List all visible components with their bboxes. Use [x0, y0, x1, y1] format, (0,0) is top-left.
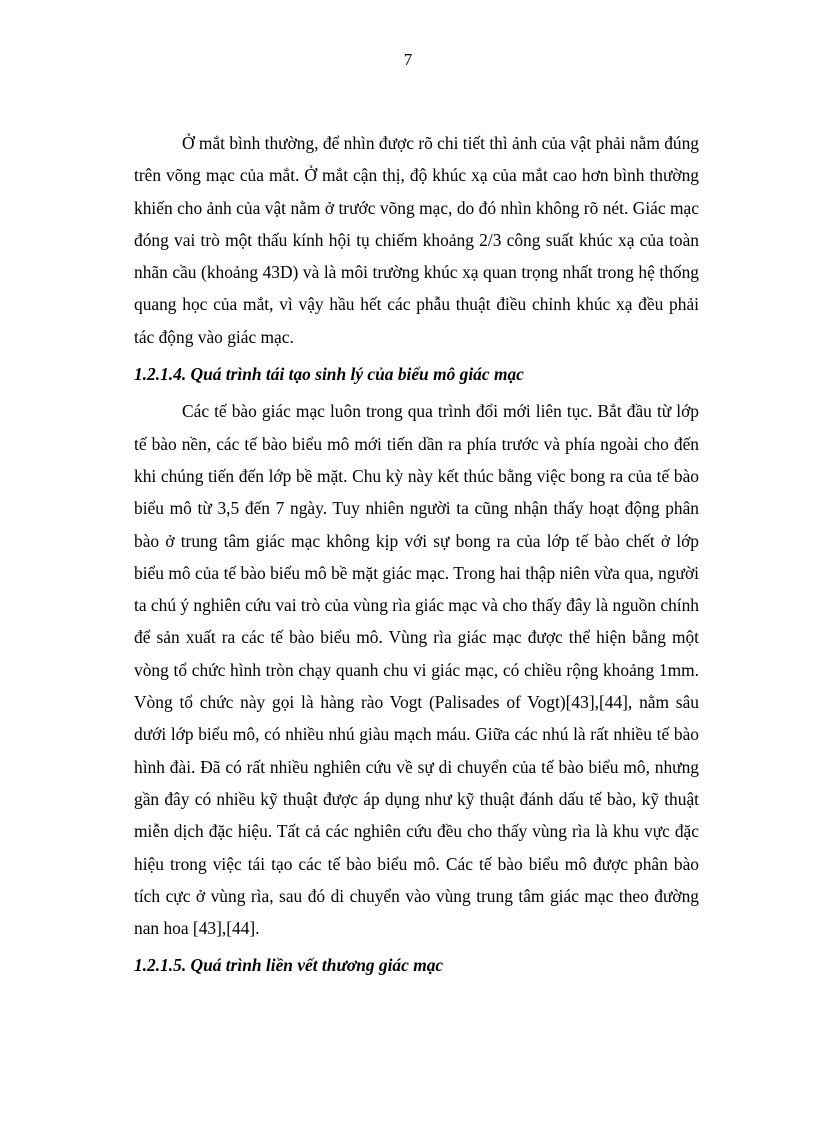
- section-heading-epithelium-regeneration: 1.2.1.4. Quá trình tái tạo sinh lý của biểu mô giác mạc: [134, 364, 524, 385]
- paragraph-refraction: Ở mắt bình thường, để nhìn được rõ chi tiết thì ảnh của vật phải nằm đúng trên võng mạc của mắt. Ở mắt cận thị, độ khúc xạ của mắt cao hơn bình thường khiến cho ảnh của vật nằm ở trước võng mạc, do đó nhìn không rõ nét. Giác mạc đóng vai trò một thấu kính hội tụ chiếm khoảng 2/3 công suất khúc xạ của toàn nhãn cầu (khoảng 43D) và là môi trường khúc xạ quan trọng nhất trong hệ thống quang học của mắt, vì vậy hầu hết các phẫu thuật điều chỉnh khúc xạ đều phải tác động vào giác mạc.: [134, 133, 699, 347]
- page-number: 7: [403, 50, 413, 69]
- paragraph-epithelium-regeneration: Các tế bào giác mạc luôn trong qua trình đổi mới liên tục. Bắt đầu từ lớp tế bào nền, các tế bào biểu mô mới tiến dần ra phía trước và phía ngoài cho đến khi chúng tiến đến lớp bề mặt. Chu kỳ này kết thúc bằng việc bong ra của tế bào biểu mô từ 3,5 đến 7 ngày. Tuy nhiên người ta cũng nhận thấy hoạt động phân bào ở trung tâm giác mạc không kịp với sự bong ra của lớp tế bào chết ở lớp biểu mô của tế bào biểu mô bề mặt giác mạc. Trong hai thập niên vừa qua, người ta chú ý nghiên cứu vai trò của vùng rìa giác mạc và cho thấy đây là nguồn chính để sản xuất ra các tế bào biểu mô. Vùng rìa giác mạc được thể hiện bằng một vòng tổ chức hình tròn chạy quanh chu vi giác mạc, có chiều rộng khoảng 1mm. Vòng tổ chức này gọi là hàng rào Vogt (Palisades of Vogt)[43],[44], nằm sâu dưới lớp biểu mô, có nhiều nhú giàu mạch máu. Giữa các nhú là rất nhiều tế bào hình đài. Đã có rất nhiều nghiên cứu về sự di chuyển của tế bào biểu mô, nhưng gần đây có nhiều kỹ thuật được áp dụng như kỹ thuật đánh dấu tế bào, kỹ thuật miễn dịch đặc hiệu. Tất cả các nghiên cứu đều cho thấy vùng rìa là khu vực đặc hiệu trong việc tái tạo các tế bào biểu mô. Các tế bào biểu mô được phân bào tích cực ở vùng rìa, sau đó di chuyển vào vùng trung tâm giác mạc theo đường nan hoa [43],[44].: [134, 401, 699, 939]
- document-body: [134, 127, 699, 987]
- section-heading-wound-healing: 1.2.1.5. Quá trình liền vết thương giác mạc: [134, 955, 444, 976]
